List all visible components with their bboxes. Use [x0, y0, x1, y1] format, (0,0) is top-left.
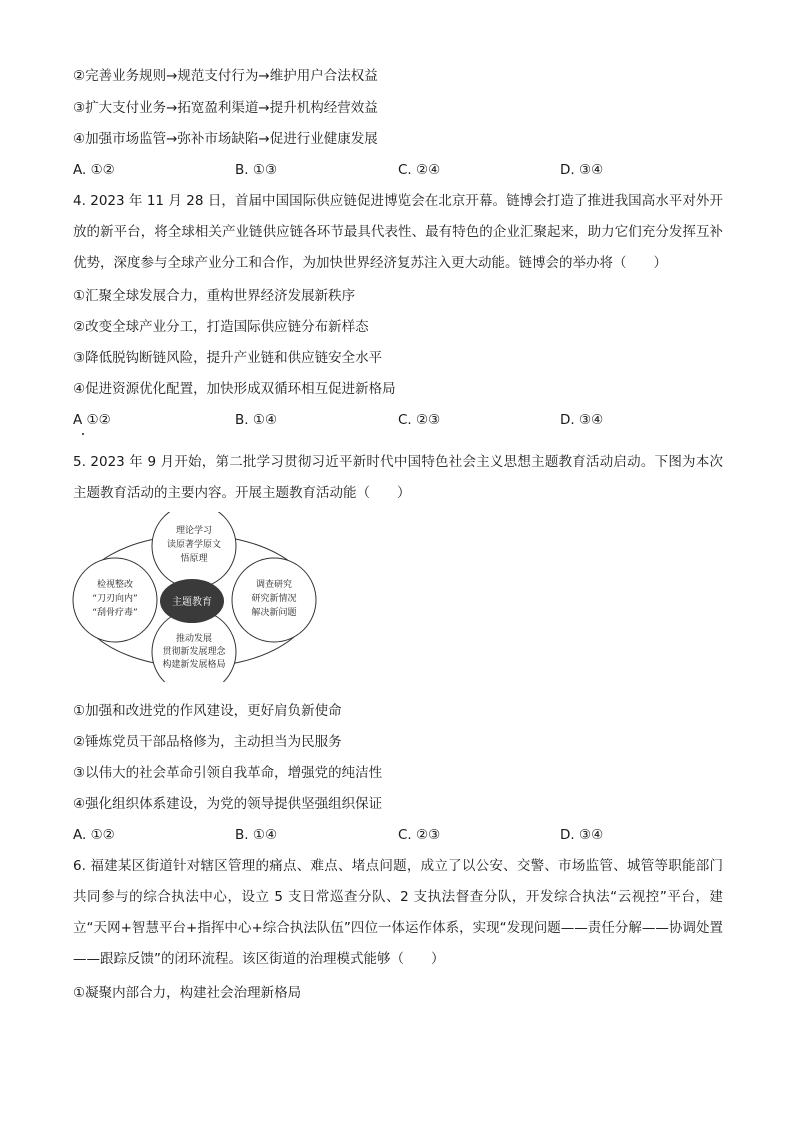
stray-dot	[82, 433, 84, 435]
q3-statement-3: ③扩大支付业务→拓宽盈利渠道→提升机构经营效益	[73, 100, 378, 116]
q5-option-d: D. ③④	[560, 827, 604, 843]
right-node-line-1: 调查研究	[255, 580, 293, 590]
q5-option-a: A. ①②	[73, 827, 115, 843]
right-node-line-3: 解决新问题	[251, 608, 297, 618]
q4-option-b: B. ①④	[235, 412, 278, 428]
q4-option-a: A ①②	[73, 412, 111, 428]
q5-statement-2: ②锤炼党员干部品格修为，主动担当为民服务	[73, 734, 342, 750]
theme-education-diagram	[60, 512, 330, 682]
bottom-node-line-1: 推动发展	[175, 634, 213, 644]
q4-statement-3: ③降低脱钩断链风险，提升产业链和供应链安全水平	[73, 350, 383, 366]
q4-statement-1: ①汇聚全球发展合力，重构世界经济发展新秩序	[73, 288, 356, 304]
bottom-node-line-3: 构建新发展格局	[162, 660, 226, 670]
q5-option-c: C. ②③	[398, 827, 441, 843]
right-node-line-2: 研究新情况	[251, 594, 297, 604]
q4-stem: 4. 2023 年 11 月 28 日，首届中国国际供应链促进博览会在北京开幕。链博会打造了推进我国高水平对外开放的新平台，将全球相关产业链供应链各环节最具代表性、最有特色的企业汇聚起来，助力它们充分发挥互补优势，深度参与全球产业分工和合作，为加快世界经济复苏注入更大动能。链博会的举办将（ ）	[73, 193, 723, 271]
top-node-line-1: 理论学习	[175, 526, 213, 536]
q4-options	[73, 410, 723, 430]
left-node-line-2: “刀刃向内”	[92, 594, 138, 604]
q5-option-b: B. ①④	[235, 827, 278, 843]
q3-options	[73, 160, 723, 180]
q3-option-a: A. ①②	[73, 162, 115, 178]
q4-option-d: D. ③④	[560, 412, 604, 428]
top-node-line-2: 读原著学原文	[166, 540, 222, 550]
bottom-node-line-2: 贯彻新发展理念	[162, 647, 226, 657]
q4-statement-2: ②改变全球产业分工，打造国际供应链分布新样态	[73, 319, 369, 335]
q5-stem: 5. 2023 年 9 月开始，第二批学习贯彻习近平新时代中国特色社会主义思想主题教育活动启动。下图为本次主题教育活动的主要内容。开展主题教育活动能（ ）	[73, 454, 723, 501]
node-top-circle	[152, 512, 236, 588]
q4-statement-4: ④促进资源优化配置，加快形成双循环相互促进新格局	[73, 381, 396, 397]
q3-option-d: D. ③④	[560, 162, 604, 178]
left-node-line-1: 检视整改	[96, 580, 134, 590]
q6-statement-1: ①凝聚内部合力，构建社会治理新格局	[73, 985, 302, 1001]
q5-statement-1: ①加强和改进党的作风建设，更好肩负新使命	[73, 703, 342, 719]
q5-options	[73, 825, 723, 845]
center-label: 主题教育	[172, 597, 212, 608]
q4-option-c: C. ②③	[398, 412, 441, 428]
q3-option-c: C. ②④	[398, 162, 441, 178]
q6-stem: 6. 福建某区街道针对辖区管理的痛点、难点、堵点问题，成立了以公安、交警、市场监管、城管等职能部门共同参与的综合执法中心，设立 5 支日常巡查分队、2 支执法督查分队，开发综合执法“云视控”平台，建立“天网+智慧平台+指挥中心+综合执法队伍”四位一体运作体系，实现“发现问题——责任分解——协调处置——跟踪反馈”的闭环流程。该区街道的治理模式能够（ ）	[73, 858, 723, 967]
q3-option-b: B. ①③	[235, 162, 278, 178]
q5-statement-4: ④强化组织体系建设，为党的领导提供坚强组织保证	[73, 796, 383, 812]
left-node-line-3: “刮骨疗毒”	[92, 608, 138, 618]
top-node-line-3: 悟原理	[180, 554, 208, 564]
q5-statement-3: ③以伟大的社会革命引领自我革命，增强党的纯洁性	[73, 765, 383, 781]
q3-statement-4: ④加强市场监管→弥补市场缺陷→促进行业健康发展	[73, 131, 378, 147]
q3-statement-2: ②完善业务规则→规范支付行为→维护用户合法权益	[73, 68, 378, 84]
